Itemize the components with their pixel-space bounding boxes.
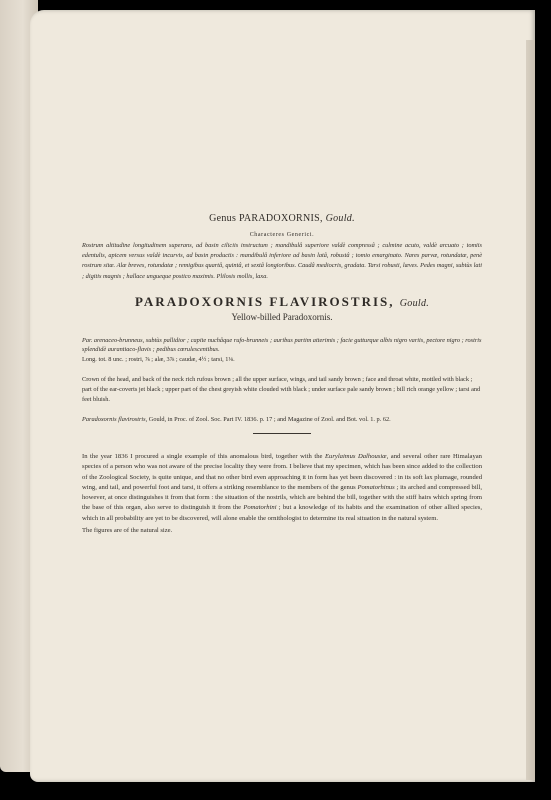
species-description: Crown of the head, and back of the neck rich rufous brown ; all the upper surface, wings, and tail sandy brown ; face and throat white, mottled with black ; part of the ear-coverts jet black ; upper part of the chest greyish white clouded with black ; under surface pale sandy brown ; bill rich orange yellow ; tarsi and feet bluish. xyxy=(82,376,481,403)
narrative-paragraph: In the year 1836 I procured a single example of this anomalous bird, together with the Eurylaimus Dalhousiæ, and several other rare Himalayan species of a person who was not aware of the precise locality they were from. I believe that my specimen, which has been since added to the collection of the Zoological Society, is quite unique, and that no other bird even approaching it in form has yet been discovered : in its soft lax plumage, rounded wing, and tail, and powerful foot and tarsi, it offers a striking resemblance to the members of the genus Pomatorhinus ; its arched and compressed bill, however, at once distinguishes it from that form : the situation of the nostrils, which are behind the bill, together with the stiff hairs which spring from the base of this organ, also serve to distinguish it from the Pomatorhini ; but a knowledge of its habits and the examination of other allied species, which in all probability are yet to be discovered, will alone enable the ornithologist to determine its real situation in the natural system. xyxy=(82,453,482,522)
section-divider xyxy=(253,433,311,434)
page-fore-edge xyxy=(526,40,535,780)
synonym-name: Paradoxornis flavirostris xyxy=(82,416,146,423)
figures-note: The figures are of the natural size. xyxy=(82,527,173,535)
synonym-reference: , Gould, in Proc. of Zool. Soc. Part IV. 1836. p. 17 ; and Magazine of Zool. and Bot. vol. 1. p. 62. xyxy=(145,416,391,423)
page-content xyxy=(82,213,482,536)
species-diagnosis: Par. arenaceo-brunneus, subtùs pallidior ; capite nuchâque rufo-brunneis ; auribus partim atterimis ; facie gutturque albis nigro variis, pectore nigro ; rostris splendidè aurantiaco-flavis ; pedibus cœrulescentibus. xyxy=(82,336,482,354)
english-name: Yellow-billed Paradoxornis. xyxy=(231,311,333,322)
genus-heading: Genus PARADOXORNIS, Gould. xyxy=(209,213,355,224)
species-author: Gould. xyxy=(399,297,430,309)
genus-author: Gould. xyxy=(325,213,355,224)
species-heading: PARADOXORNIS FLAVIROSTRIS, Gould. xyxy=(134,293,430,309)
synonymy xyxy=(82,415,482,425)
measurements: Long. tot. 8 unc. ; rostri, ⅞ ; alæ, 3⅞ ; caudæ, 4½ ; tarsi, 1⅛. xyxy=(82,356,235,363)
characters-heading: Characteres Generici. xyxy=(249,232,315,238)
generic-characters: Rostrum altitudine longitudinem superans, ad basin ciliciis instructum ; mandibulâ superiore valdè compressâ ; culmine acuto, valdè arcuato ; tomiis edentulis, apicem versus valdè incurvis, ad basin productis : mandibulâ inferiore ad basin latâ, robustâ ; tomio emarginato. Nares parvæ, rotundatæ, penè rostrum sitæ. Alæ breves, rotundatæ ; remigibus quartâ, quintâ, et sextâ longioribus. Caudâ mediocris, gradata. Tarsi robusti, læves. Pedes magni, subtùs lati ; digitis magnis ; hallace ungueque postico maximis. Plilosis mollis, laxa. xyxy=(82,242,482,280)
